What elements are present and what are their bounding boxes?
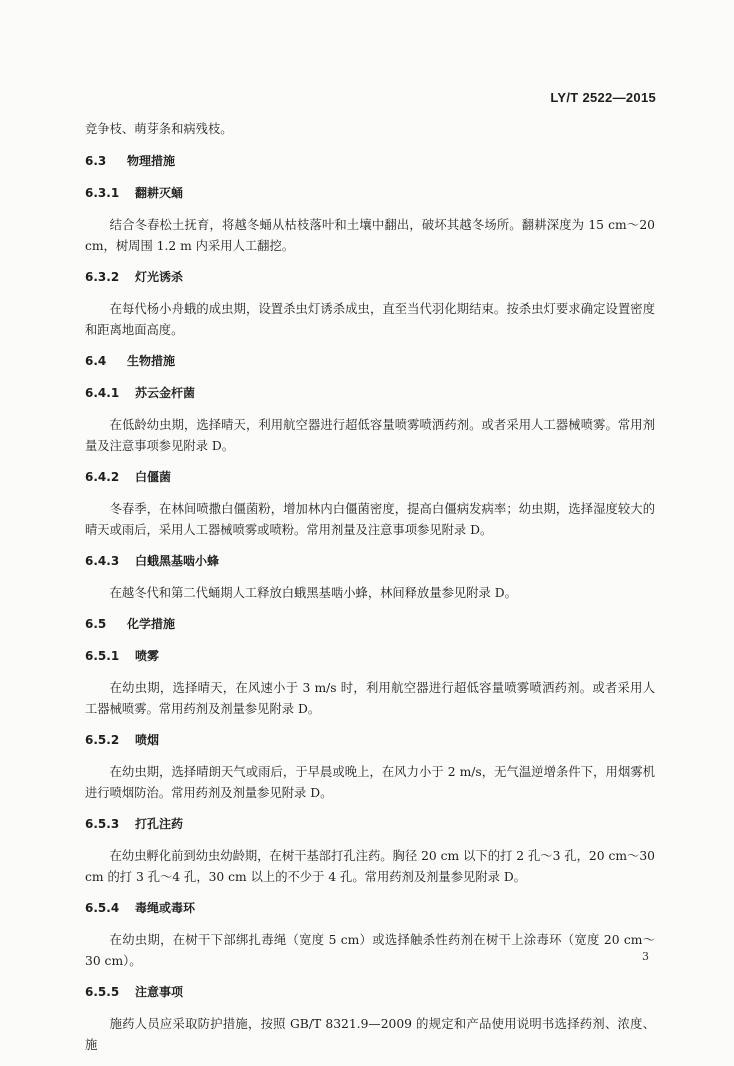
section-title: 翻耕灭蛹 <box>135 186 184 200</box>
section-number: 6.5.4 <box>85 901 120 915</box>
section-heading-6-4-3 <box>85 551 655 571</box>
section-title: 苏云金杆菌 <box>135 386 196 400</box>
section-title: 注意事项 <box>135 985 184 999</box>
section-heading-6-5-1 <box>85 646 655 666</box>
section-number: 6.3.2 <box>85 270 120 284</box>
section-title: 喷烟 <box>135 733 160 747</box>
section-number: 6.4.2 <box>85 470 120 484</box>
section-text-6-4-1: 在低龄幼虫期，选择晴天，利用航空器进行超低容量喷雾喷洒药剂。或者采用人工器械喷雾。常用剂量及注意事项参见附录 D。 <box>85 418 655 453</box>
section-title: 白僵菌 <box>135 470 172 484</box>
section-text-6-5-5: 施药人员应采取防护措施，按照 GB/T 8321.9—2009 的规定和产品使用说明书选择药剂、浓度、施 <box>85 1017 655 1052</box>
section-heading-6-3-1 <box>85 183 655 203</box>
section-number: 6.3.1 <box>85 186 120 200</box>
section-title: 生物措施 <box>127 354 176 368</box>
continuation-text: 竞争枝、萌芽条和病残枝。 <box>85 122 233 136</box>
section-title: 白蛾黑基啮小蜂 <box>135 554 220 568</box>
section-number: 6.4.1 <box>85 386 120 400</box>
section-text-6-4-2: 冬春季，在林间喷撒白僵菌粉，增加林内白僵菌密度，提高白僵病发病率；幼虫期，选择湿度较大的晴天或雨后，采用人工器械喷雾或喷粉。常用剂量及注意事项参见附录 D。 <box>85 502 655 537</box>
section-text-6-3-2: 在每代杨小舟蛾的成虫期，设置杀虫灯诱杀成虫，直至当代羽化期结束。按杀虫灯要求确定设置密度和距离地面高度。 <box>85 302 655 337</box>
section-text-6-4-3: 在越冬代和第二代蛹期人工释放白蛾黑基啮小蜂，林间释放量参见附录 D。 <box>109 586 517 600</box>
section-number: 6.5.2 <box>85 733 120 747</box>
section-number: 6.5 <box>85 617 107 631</box>
standard-code: LY/T 2522—2015 <box>550 90 656 105</box>
section-number: 6.5.5 <box>85 985 120 999</box>
document-body <box>85 119 655 1066</box>
section-title: 物理措施 <box>127 154 176 168</box>
section-heading-6-3 <box>85 151 655 171</box>
section-heading-6-5-2 <box>85 730 655 750</box>
section-title: 毒绳或毒环 <box>135 901 196 915</box>
page-number: 3 <box>642 950 649 963</box>
section-heading-6-4-2 <box>85 467 655 487</box>
section-heading-6-4 <box>85 351 655 371</box>
section-text-6-5-2: 在幼虫期，选择晴朗天气或雨后，于早晨或晚上，在风力小于 2 m/s，无气温逆增条件下，用烟雾机进行喷烟防治。常用药剂及剂量参见附录 D。 <box>85 765 655 800</box>
section-number: 6.5.1 <box>85 649 120 663</box>
section-title: 化学措施 <box>127 617 176 631</box>
section-heading-6-5 <box>85 614 655 634</box>
section-number: 6.3 <box>85 154 107 168</box>
section-heading-6-5-4 <box>85 898 655 918</box>
section-text-6-5-3: 在幼虫孵化前到幼虫幼龄期，在树干基部打孔注药。胸径 20 cm 以下的打 2 孔～3 孔，20 cm～30 cm 的打 3 孔～4 孔，30 cm 以上的不少于 4 孔。常用药剂及剂量参见附录 D。 <box>85 849 655 884</box>
section-text-6-3-1: 结合冬春松土抚育，将越冬蛹从枯枝落叶和土壤中翻出，破坏其越冬场所。翻耕深度为 15 cm～20 cm，树周围 1.2 m 内采用人工翻挖。 <box>85 218 655 253</box>
section-text-6-5-1: 在幼虫期，选择晴天，在风速小于 3 m/s 时，利用航空器进行超低容量喷雾喷洒药剂。或者采用人工器械喷雾。常用药剂及剂量参见附录 D。 <box>85 681 655 716</box>
section-text-6-5-4: 在幼虫期，在树干下部绑扎毒绳（宽度 5 cm）或选择触杀性药剂在树干上涂毒环（宽度 20 cm～30 cm）。 <box>85 933 655 968</box>
section-title: 打孔注药 <box>135 817 184 831</box>
section-title: 灯光诱杀 <box>135 270 184 284</box>
section-heading-6-5-3 <box>85 814 655 834</box>
section-heading-6-5-5 <box>85 982 655 1002</box>
section-number: 6.4 <box>85 354 107 368</box>
section-heading-6-4-1 <box>85 383 655 403</box>
section-heading-6-3-2 <box>85 267 655 287</box>
section-number: 6.5.3 <box>85 817 120 831</box>
section-title: 喷雾 <box>135 649 160 663</box>
section-number: 6.4.3 <box>85 554 120 568</box>
